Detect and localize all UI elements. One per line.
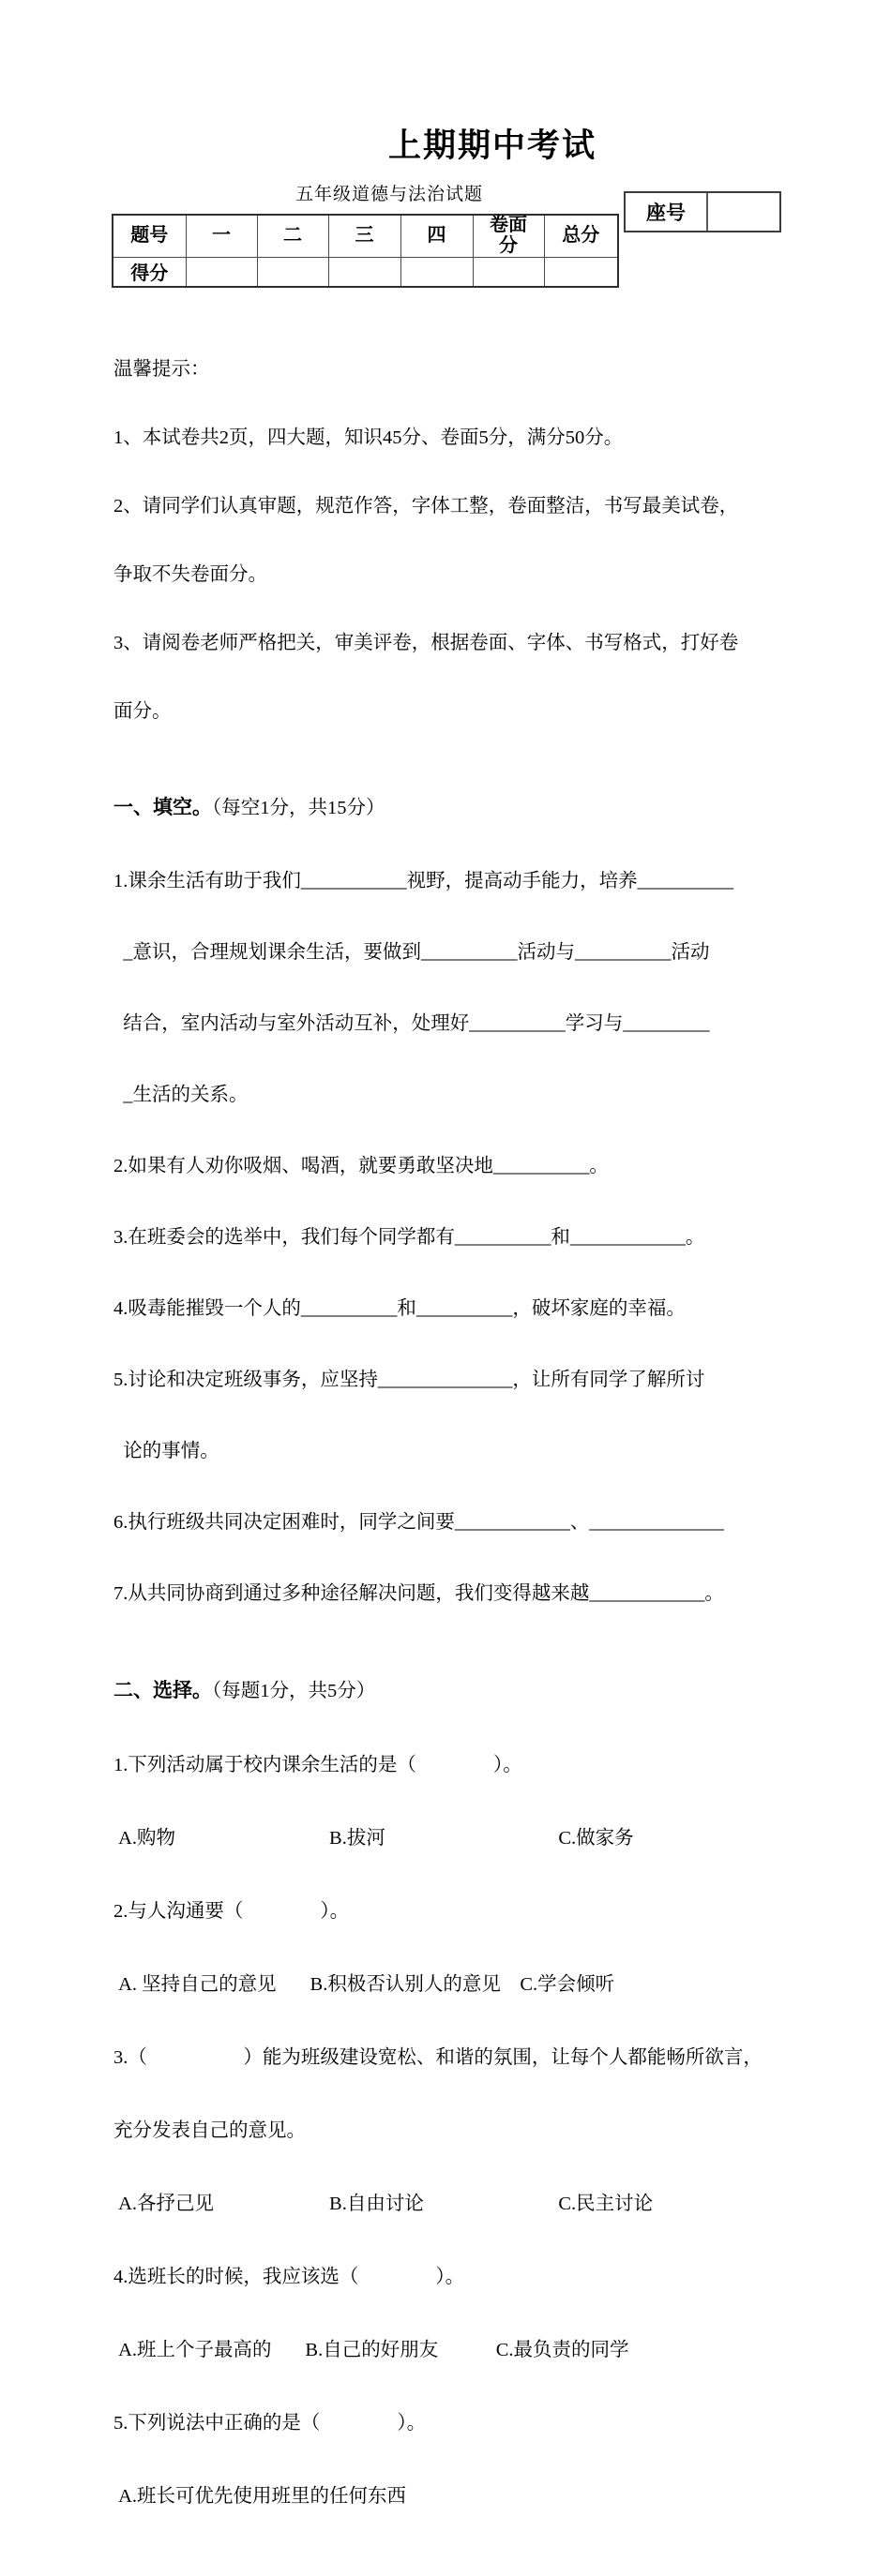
tips-line: 1、本试卷共2页，四大题，知识45分、卷面5分，满分50分。 xyxy=(113,427,624,448)
seat-number-value xyxy=(708,193,779,231)
tips-heading: 温馨提示： xyxy=(113,359,210,380)
choice-section-title: 二、选择。 xyxy=(113,1680,212,1701)
fill-question-line: _生活的关系。 xyxy=(113,1085,249,1105)
score-header-part-1: 一 xyxy=(186,215,257,257)
tips-line: 2、请同学们认真审题，规范作答，字体工整，卷面整洁，书写最美试卷， xyxy=(113,496,739,517)
choice-options-line: A.购物 B.拔河 C.做家务 xyxy=(113,1828,634,1849)
score-cell-2 xyxy=(257,257,328,287)
page-title: 上期期中考试 xyxy=(387,127,597,164)
choice-options-line: A.班长可优先使用班里的任何东西 xyxy=(113,2486,407,2507)
score-table-header-row xyxy=(113,215,618,257)
choice-question-line: 1.下列活动属于校内课余生活的是（ ）。 xyxy=(113,1755,522,1775)
score-header-question-no: 题号 xyxy=(113,215,186,257)
tips-line: 面分。 xyxy=(113,701,172,722)
score-header-part-4: 四 xyxy=(400,215,473,257)
tips-line: 争取不失卷面分。 xyxy=(113,564,267,585)
fill-question-line: _意识，合理规划课余生活，要做到__________活动与__________活动 xyxy=(113,942,710,963)
choice-section-heading xyxy=(113,1675,794,1707)
score-header-presentation-text: 卷面分 xyxy=(490,215,527,256)
fill-question-line: 结合，室内活动与室外活动互补，处理好__________学习与_________ xyxy=(113,1013,710,1034)
fill-question-line: 4.吸毒能摧毁一个人的__________和__________，破坏家庭的幸福。 xyxy=(113,1298,686,1319)
choice-question-line: 5.下列说法中正确的是（ ）。 xyxy=(113,2413,427,2434)
choice-options-line: A.各抒己见 B.自由讨论 C.民主讨论 xyxy=(113,2194,654,2214)
seat-number-label: 座号 xyxy=(626,193,708,231)
choice-question-line: 2.与人沟通要（ ）。 xyxy=(113,1901,350,1922)
fill-question-line: 2.如果有人劝你吸烟、喝酒，就要勇敢坚决地__________。 xyxy=(113,1156,609,1176)
choice-question-line: 3.（ ）能为班级建设宽松、和谐的氛围，让每个人都能畅所欲言， xyxy=(113,2047,763,2068)
fill-question-line: 5.讨论和决定班级事务，应坚持______________，让所有同学了解所讨 xyxy=(113,1370,705,1390)
score-header-part-3: 三 xyxy=(328,215,400,257)
choice-options-line: A.班上个子最高的 B.自己的好朋友 C.最负责的同学 xyxy=(113,2340,629,2360)
score-cell-presentation xyxy=(473,257,544,287)
choice-question-line: 4.选班长的时候，我应该选（ ）。 xyxy=(113,2267,465,2287)
score-header-total: 总分 xyxy=(544,215,618,257)
score-cell-total xyxy=(544,257,618,287)
score-cell-3 xyxy=(328,257,400,287)
fill-section-heading xyxy=(113,792,794,824)
score-row-label: 得分 xyxy=(113,257,186,287)
choice-options-line: A. 坚持自己的意见 B.积极否认别人的意见 C.学会倾听 xyxy=(113,1974,615,1995)
fill-section-note: （每空1分，共15分） xyxy=(212,798,385,818)
score-cell-1 xyxy=(186,257,257,287)
exam-body xyxy=(113,292,794,2576)
fill-section-title: 一、填空。 xyxy=(113,797,212,818)
page-subtitle: 五年级道德与法治试题 xyxy=(294,185,483,204)
fill-question-line: 论的事情。 xyxy=(113,1441,219,1461)
choice-section-note: （每题1分，共5分） xyxy=(212,1681,376,1701)
fill-question-line: 7.从共同协商到通过多种途径解决问题，我们变得越来越____________。 xyxy=(113,1583,724,1604)
score-header-part-2: 二 xyxy=(257,215,328,257)
fill-question-line: 3.在班委会的选举中，我们每个同学都有__________和____________。 xyxy=(113,1227,705,1248)
score-table-score-row xyxy=(113,257,618,287)
score-table xyxy=(112,214,619,288)
score-cell-4 xyxy=(400,257,473,287)
fill-question-line: 6.执行班级共同决定困难时，同学之间要____________、______________ xyxy=(113,1512,724,1533)
tips-line: 3、请阅卷老师严格把关，审美评卷，根据卷面、字体、书写格式，打好卷 xyxy=(113,633,739,653)
fill-question-line: 1.课余生活有助于我们___________视野，提高动手能力，培养__________ xyxy=(113,871,734,891)
score-header-presentation xyxy=(473,215,544,257)
seat-number-box xyxy=(624,191,781,232)
choice-question-line: 充分发表自己的意见。 xyxy=(113,2120,306,2141)
